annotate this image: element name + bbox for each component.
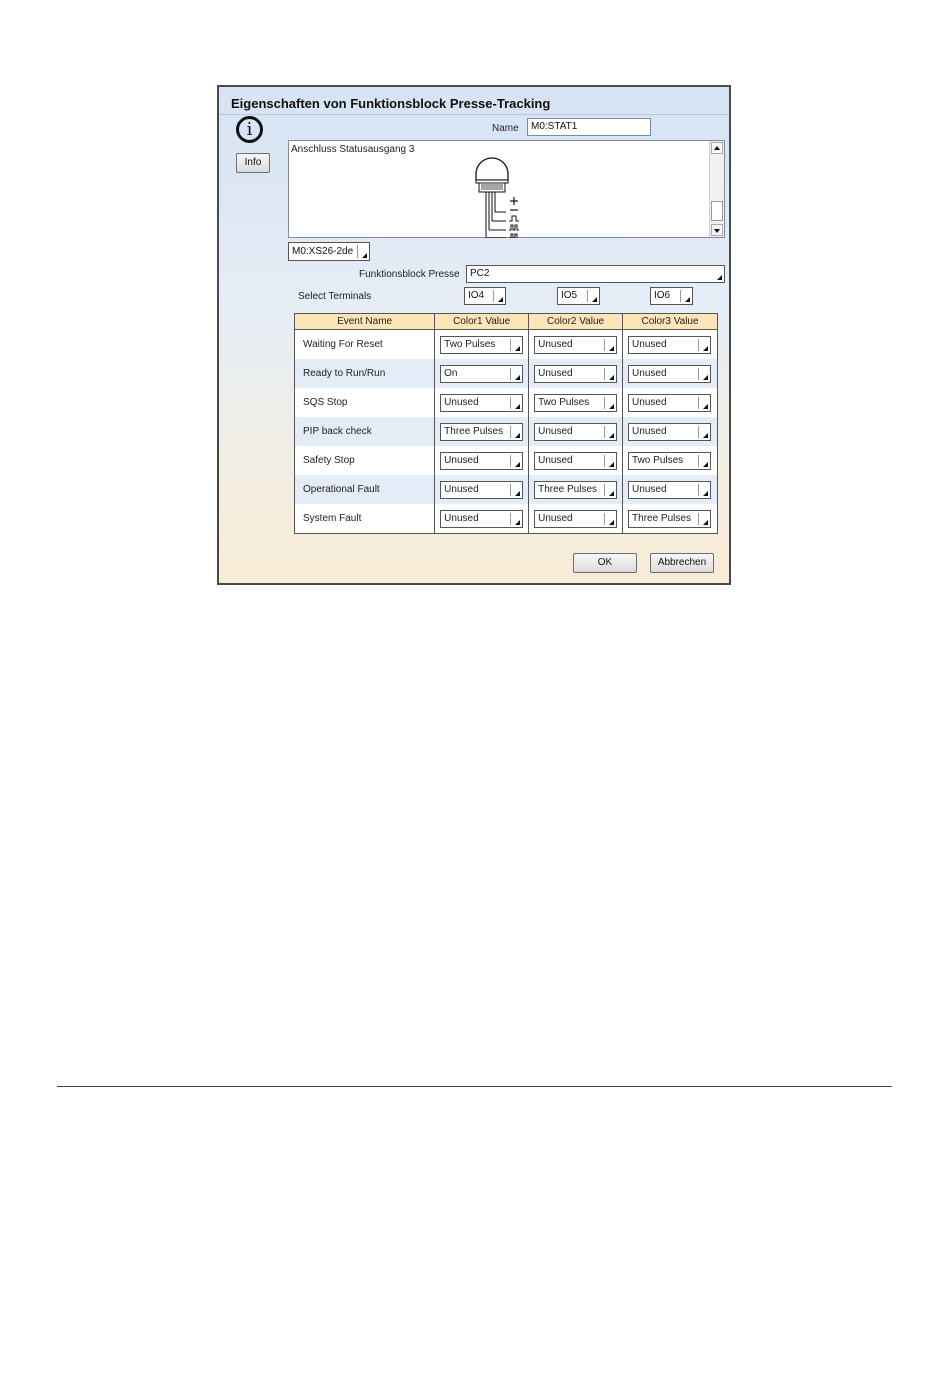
event-name-cell: Safety Stop — [295, 446, 435, 475]
color2-select[interactable] — [534, 423, 617, 441]
dropdown-arrow-icon — [362, 253, 367, 258]
color2-select[interactable] — [534, 336, 617, 354]
select-value: Unused — [632, 338, 667, 350]
color3-select[interactable] — [628, 365, 711, 383]
device-select[interactable] — [288, 242, 370, 261]
color1-select[interactable] — [440, 423, 523, 441]
select-value: Three Pulses — [538, 483, 598, 495]
dialog-title: Eigenschaften von Funktionsblock Presse-Tracking — [231, 96, 551, 111]
dropdown-arrow-icon — [609, 346, 614, 351]
dropdown-arrow-icon — [703, 491, 708, 496]
color2-select[interactable] — [534, 452, 617, 470]
color1-select[interactable] — [440, 336, 523, 354]
event-name-cell: SQS Stop — [295, 388, 435, 417]
status-light-device-icon — [472, 154, 532, 238]
select-value: Unused — [444, 396, 479, 408]
terminal-select-value: IO5 — [561, 290, 578, 301]
table-row — [295, 417, 718, 446]
dropdown-arrow-icon — [609, 404, 614, 409]
dropdown-arrow-icon — [515, 375, 520, 380]
terminal-select-3[interactable] — [650, 287, 693, 305]
scroll-up-arrow-icon[interactable] — [711, 142, 723, 154]
color1-select[interactable] — [440, 365, 523, 383]
preview-caption: Anschluss Statusausgang 3 — [291, 144, 415, 155]
event-name-cell: Waiting For Reset — [295, 330, 435, 360]
title-divider — [219, 114, 729, 115]
table-row — [295, 504, 718, 534]
terminal-select-1[interactable] — [464, 287, 506, 305]
table-header-row — [295, 314, 718, 330]
select-value: Three Pulses — [444, 425, 504, 437]
select-value: Two Pulses — [444, 338, 496, 350]
funktionsblock-select[interactable] — [466, 265, 725, 283]
dropdown-arrow-icon — [515, 404, 520, 409]
dropdown-arrow-icon — [703, 346, 708, 351]
connection-preview-panel — [288, 140, 725, 238]
funktionsblock-label: Funktionsblock Presse — [359, 269, 460, 280]
terminal-select-value: IO6 — [654, 290, 671, 301]
ok-button[interactable]: OK — [573, 553, 637, 573]
dropdown-arrow-icon — [515, 491, 520, 496]
color1-select[interactable] — [440, 481, 523, 499]
page-divider — [57, 1086, 892, 1087]
color2-select[interactable] — [534, 510, 617, 528]
info-button[interactable]: Info — [236, 153, 270, 173]
dropdown-arrow-icon — [703, 520, 708, 525]
select-value: Unused — [538, 512, 573, 524]
device-select-value: M0:XS26-2de — [292, 246, 354, 257]
select-value: Unused — [444, 483, 479, 495]
color3-select[interactable] — [628, 510, 711, 528]
color3-select[interactable] — [628, 423, 711, 441]
dropdown-arrow-icon — [609, 433, 614, 438]
table-row — [295, 388, 718, 417]
dropdown-arrow-icon — [609, 375, 614, 380]
event-name-cell: System Fault — [295, 504, 435, 534]
table-row — [295, 475, 718, 504]
preview-scrollbar[interactable] — [709, 141, 724, 237]
name-label: Name — [492, 123, 519, 134]
dropdown-arrow-icon — [703, 462, 708, 467]
dropdown-arrow-icon — [609, 520, 614, 525]
table-row — [295, 330, 718, 360]
select-value: Three Pulses — [632, 512, 691, 524]
select-value: Unused — [632, 425, 667, 437]
dropdown-arrow-icon — [609, 462, 614, 467]
event-color-table — [294, 313, 718, 534]
info-circle-icon: i — [236, 116, 263, 143]
color2-select[interactable] — [534, 365, 617, 383]
color1-select[interactable] — [440, 452, 523, 470]
dropdown-arrow-icon — [515, 433, 520, 438]
select-value: Unused — [538, 338, 573, 350]
select-value: Two Pulses — [632, 454, 684, 466]
properties-dialog — [217, 85, 731, 585]
dropdown-arrow-icon — [592, 297, 597, 302]
color1-select[interactable] — [440, 510, 523, 528]
color1-select[interactable] — [440, 394, 523, 412]
color3-select[interactable] — [628, 452, 711, 470]
dropdown-arrow-icon — [515, 462, 520, 467]
column-header-event-name: Event Name — [295, 314, 435, 330]
select-value: Unused — [444, 512, 479, 524]
select-value: Unused — [632, 367, 667, 379]
table-row — [295, 359, 718, 388]
name-input[interactable]: M0:STAT1 — [527, 118, 651, 136]
select-value: Unused — [444, 454, 479, 466]
select-value: Unused — [538, 425, 573, 437]
color3-select[interactable] — [628, 481, 711, 499]
color3-select[interactable] — [628, 336, 711, 354]
select-value: Unused — [632, 396, 667, 408]
scroll-down-arrow-icon[interactable] — [711, 224, 723, 236]
color3-select[interactable] — [628, 394, 711, 412]
dropdown-arrow-icon — [515, 346, 520, 351]
color2-select[interactable] — [534, 394, 617, 412]
column-header-color2: Color2 Value — [529, 314, 623, 330]
dropdown-arrow-icon — [515, 520, 520, 525]
event-name-cell: Ready to Run/Run — [295, 359, 435, 388]
column-header-color1: Color1 Value — [435, 314, 529, 330]
column-header-color3: Color3 Value — [623, 314, 718, 330]
select-value: Unused — [632, 483, 667, 495]
dropdown-arrow-icon — [685, 297, 690, 302]
select-value: On — [444, 367, 458, 379]
select-terminals-label: Select Terminals — [298, 291, 372, 302]
terminal-select-value: IO4 — [468, 290, 485, 301]
funktionsblock-select-value: PC2 — [470, 268, 490, 279]
color2-select[interactable] — [534, 481, 617, 499]
terminal-select-2[interactable] — [557, 287, 600, 305]
select-value: Unused — [538, 454, 573, 466]
select-value: Unused — [538, 367, 573, 379]
cancel-button[interactable]: Abbrechen — [650, 553, 714, 573]
dropdown-arrow-icon — [498, 297, 503, 302]
event-name-cell: PIP back check — [295, 417, 435, 446]
dropdown-arrow-icon — [717, 275, 722, 280]
dropdown-arrow-icon — [703, 433, 708, 438]
dropdown-arrow-icon — [703, 375, 708, 380]
scroll-thumb[interactable] — [711, 201, 723, 221]
table-row — [295, 446, 718, 475]
dropdown-arrow-icon — [609, 491, 614, 496]
dropdown-arrow-icon — [703, 404, 708, 409]
event-name-cell: Operational Fault — [295, 475, 435, 504]
select-value: Two Pulses — [538, 396, 590, 408]
